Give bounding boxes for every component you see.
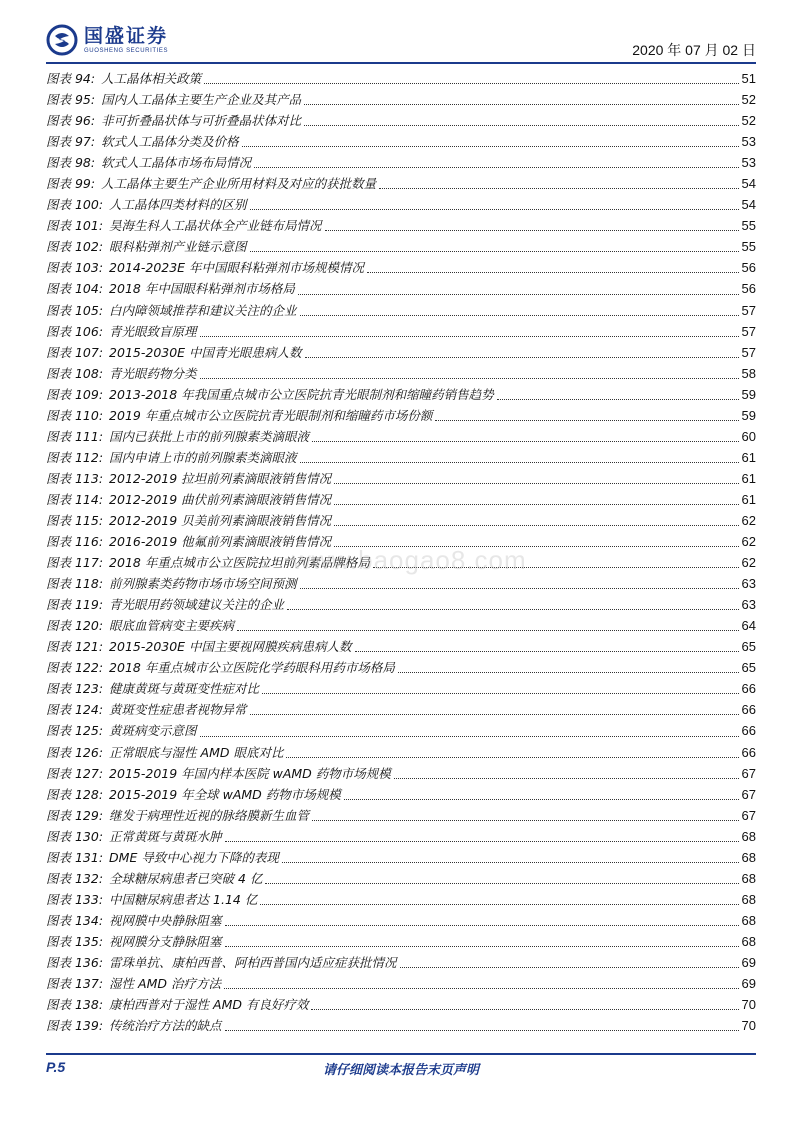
toc-entry-title: 国内申请上市的前列腺素类滴眼液 — [109, 449, 297, 465]
company-logo — [46, 24, 168, 56]
toc-entry-title: 湿性 AMD 治疗方法 — [109, 976, 221, 992]
toc-entry-page: 62 — [741, 512, 756, 528]
toc-entry-label: 图表 108: — [46, 365, 104, 381]
toc-entry-label: 图表 110: — [46, 407, 104, 423]
toc-entry-label: 图表 129: — [46, 807, 104, 823]
toc-entry-title: 健康黄斑与黄斑变性症对比 — [109, 681, 260, 697]
toc-entry[interactable] — [46, 699, 756, 720]
toc-entry-title: 2016-2019 他氟前列素滴眼液销售情况 — [109, 534, 332, 550]
toc-entry[interactable] — [46, 131, 756, 152]
toc-entry-title: 2012-2019 贝美前列素滴眼液销售情况 — [109, 512, 332, 528]
toc-entry-title: 2014-2023E 年中国眼科粘弹剂市场规模情况 — [109, 260, 365, 276]
toc-leader-dots — [355, 650, 739, 652]
toc-entry-title: 2015-2019 年全球 wAMD 药物市场规模 — [109, 786, 341, 802]
toc-entry-label: 图表 111: — [46, 428, 104, 444]
toc-entry-title: 2019 年重点城市公立医院抗青光眼制剂和缩瞳药市场份额 — [109, 407, 433, 423]
toc-entry-page: 67 — [741, 807, 756, 823]
toc-entry[interactable] — [46, 742, 756, 763]
toc-entry-label: 图表 124: — [46, 702, 104, 718]
toc-entry-title: 康柏西普对于湿性 AMD 有良好疗效 — [109, 997, 309, 1013]
toc-entry[interactable] — [46, 868, 756, 889]
toc-entry-page: 67 — [741, 786, 756, 802]
toc-entry[interactable] — [46, 657, 756, 678]
toc-entry-label: 图表 114: — [46, 491, 104, 507]
toc-entry-page: 61 — [741, 449, 756, 465]
toc-entry-title: 全球糖尿病患者已突破 4 亿 — [109, 870, 263, 886]
toc-entry-page: 60 — [741, 428, 756, 444]
toc-leader-dots — [394, 777, 739, 779]
toc-leader-dots — [225, 1029, 739, 1031]
toc-entry-label: 图表 101: — [46, 218, 104, 234]
toc-entry[interactable] — [46, 510, 756, 531]
toc-entry-label: 图表 94: — [46, 71, 96, 86]
toc-entry-label: 图表 115: — [46, 512, 104, 528]
toc-entry[interactable] — [46, 278, 756, 299]
toc-entry[interactable] — [46, 257, 756, 278]
toc-entry-title: 非可折叠晶状体与可折叠晶状体对比 — [101, 113, 302, 129]
logo-icon — [46, 24, 78, 56]
toc-entry-label: 图表 131: — [46, 849, 104, 865]
toc-entry[interactable] — [46, 110, 756, 131]
toc-entry[interactable] — [46, 152, 756, 173]
toc-leader-dots — [300, 314, 739, 316]
toc-leader-dots — [300, 587, 739, 589]
toc-entry-title: 青光眼用药领域建议关注的企业 — [109, 597, 285, 613]
toc-entry[interactable] — [46, 215, 756, 236]
toc-leader-dots — [311, 1008, 738, 1010]
toc-leader-dots — [200, 377, 739, 379]
toc-entry-page: 67 — [741, 765, 756, 781]
toc-entry-label: 图表 135: — [46, 933, 104, 949]
toc-entry-title: 雷珠单抗、康柏西普、阿柏西普国内适应症获批情况 — [109, 954, 397, 970]
toc-leader-dots — [344, 798, 739, 800]
toc-entry-label: 图表 116: — [46, 534, 104, 550]
toc-entry-title: 黄斑变性症患者视物异常 — [109, 702, 247, 718]
toc-entry-page: 55 — [741, 239, 756, 255]
toc-entry-label: 图表 117: — [46, 555, 104, 571]
toc-entry-page: 68 — [741, 912, 756, 928]
toc-entry-title: DME 导致中心视力下降的表现 — [109, 849, 279, 865]
toc-entry-label: 图表 118: — [46, 576, 104, 592]
toc-entry-title: 传统治疗方法的缺点 — [109, 1018, 222, 1034]
toc-entry-page: 61 — [741, 491, 756, 507]
toc-entry-label: 图表 136: — [46, 954, 104, 970]
toc-entry[interactable] — [46, 447, 756, 468]
toc-entry-title: 视网膜中央静脉阻塞 — [109, 912, 222, 928]
toc-leader-dots — [325, 229, 739, 231]
toc-leader-dots — [497, 398, 739, 400]
toc-entry-title: 白内障领域推荐和建议关注的企业 — [109, 302, 297, 318]
toc-entry[interactable] — [46, 531, 756, 552]
toc-entry[interactable] — [46, 405, 756, 426]
toc-entry-page: 57 — [741, 323, 756, 339]
toc-entry-title: 人工晶体四类材料的区别 — [109, 197, 247, 213]
toc-leader-dots — [265, 882, 738, 884]
toc-entry-page: 51 — [741, 71, 756, 86]
toc-entry-label: 图表 130: — [46, 828, 104, 844]
toc-entry-title: 2018 年中国眼科粘弹剂市场格局 — [109, 281, 295, 297]
toc-entry[interactable] — [46, 784, 756, 805]
toc-entry-page: 57 — [741, 344, 756, 360]
toc-entry[interactable] — [46, 300, 756, 321]
toc-entry-page: 65 — [741, 639, 756, 655]
toc-entry[interactable] — [46, 889, 756, 910]
toc-entry-label: 图表 113: — [46, 470, 104, 486]
page-footer — [46, 1059, 756, 1079]
toc-leader-dots — [200, 335, 739, 337]
toc-entry-label: 图表 119: — [46, 597, 104, 613]
toc-entry-label: 图表 128: — [46, 786, 104, 802]
toc-leader-dots — [250, 208, 739, 210]
toc-entry-page: 68 — [741, 828, 756, 844]
toc-leader-dots — [242, 145, 739, 147]
toc-entry-label: 图表 104: — [46, 281, 104, 297]
toc-entry[interactable] — [46, 321, 756, 342]
toc-entry[interactable] — [46, 573, 756, 594]
toc-entry-page: 52 — [741, 92, 756, 108]
toc-entry-page: 61 — [741, 470, 756, 486]
toc-entry-label: 图表 120: — [46, 618, 104, 634]
toc-entry-title: 人工晶体相关政策 — [101, 71, 202, 86]
toc-entry-label: 图表 132: — [46, 870, 104, 886]
toc-leader-dots — [225, 924, 739, 926]
toc-leader-dots — [282, 861, 739, 863]
toc-entry-page: 66 — [741, 702, 756, 718]
toc-entry[interactable] — [46, 468, 756, 489]
toc-leader-dots — [225, 945, 739, 947]
toc-entry[interactable] — [46, 1015, 756, 1036]
toc-leader-dots — [334, 503, 738, 505]
toc-entry-label: 图表 109: — [46, 386, 104, 402]
toc-entry-page: 59 — [741, 407, 756, 423]
page-number: P.5 — [46, 1059, 66, 1075]
toc-leader-dots — [305, 356, 739, 358]
toc-entry-page: 65 — [741, 660, 756, 676]
toc-leader-dots — [367, 271, 738, 273]
toc-leader-dots — [312, 440, 738, 442]
toc-leader-dots — [373, 566, 739, 568]
toc-entry-title: 中国糖尿病患者达 1.14 亿 — [109, 891, 258, 907]
toc-entry-label: 图表 98: — [46, 155, 96, 171]
logo-name-cn: 国盛证券 — [84, 24, 169, 47]
toc-entry-title: 正常黄斑与黄斑水肿 — [109, 828, 222, 844]
footer-divider — [46, 1053, 756, 1055]
toc-entry-label: 图表 100: — [46, 197, 104, 213]
toc-entry-title: 2018 年重点城市公立医院化学药眼科用药市场格局 — [109, 660, 395, 676]
toc-leader-dots — [286, 756, 738, 758]
toc-entry-label: 图表 137: — [46, 976, 104, 992]
toc-entry-page: 66 — [741, 681, 756, 697]
toc-entry-label: 图表 138: — [46, 997, 104, 1013]
toc-entry[interactable] — [46, 805, 756, 826]
toc-entry-label: 图表 127: — [46, 765, 104, 781]
toc-entry-page: 69 — [741, 976, 756, 992]
toc-entry-page: 56 — [741, 260, 756, 276]
toc-entry-title: 黄斑病变示意图 — [109, 723, 197, 739]
toc-entry-label: 图表 107: — [46, 344, 104, 360]
toc-entry[interactable] — [46, 826, 756, 847]
toc-entry-page: 64 — [741, 618, 756, 634]
toc-entry-page: 54 — [741, 176, 756, 192]
toc-entry-title: 2015-2019 年国内样本医院 wAMD 药物市场规模 — [109, 765, 391, 781]
toc-entry-page: 54 — [741, 197, 756, 213]
toc-leader-dots — [304, 103, 738, 105]
toc-leader-dots — [304, 124, 738, 126]
toc-entry-label: 图表 106: — [46, 323, 104, 339]
toc-entry-title: 国内人工晶体主要生产企业及其产品 — [101, 92, 302, 108]
toc-entry[interactable] — [46, 636, 756, 657]
toc-leader-dots — [224, 987, 739, 989]
toc-entry[interactable] — [46, 173, 756, 194]
toc-entry-page: 52 — [741, 113, 756, 129]
toc-entry-title: 继发于病理性近视的脉络膜新生血管 — [109, 807, 310, 823]
toc-entry[interactable] — [46, 426, 756, 447]
toc-entry[interactable] — [46, 489, 756, 510]
toc-entry-title: 青光眼药物分类 — [109, 365, 197, 381]
toc-entry-page: 68 — [741, 870, 756, 886]
toc-leader-dots — [300, 461, 739, 463]
toc-entry-page: 63 — [741, 597, 756, 613]
toc-entry-title: 2012-2019 拉坦前列素滴眼液销售情况 — [109, 470, 332, 486]
toc-entry-title: 人工晶体主要生产企业所用材料及对应的获批数量 — [101, 176, 377, 192]
toc-entry[interactable] — [46, 763, 756, 784]
toc-entry-label: 图表 125: — [46, 723, 104, 739]
toc-leader-dots — [334, 482, 738, 484]
toc-entry[interactable] — [46, 194, 756, 215]
toc-entry[interactable] — [46, 68, 756, 89]
toc-entry[interactable] — [46, 594, 756, 615]
toc-entry-page: 68 — [741, 891, 756, 907]
toc-entry-page: 56 — [741, 281, 756, 297]
toc-leader-dots — [435, 419, 738, 421]
figure-list — [46, 68, 756, 1036]
toc-entry-title: 正常眼底与湿性 AMD 眼底对比 — [109, 744, 284, 760]
toc-entry-title: 软式人工晶体市场布局情况 — [101, 155, 252, 171]
toc-entry-label: 图表 105: — [46, 302, 104, 318]
toc-entry-label: 图表 97: — [46, 134, 96, 150]
toc-leader-dots — [262, 692, 738, 694]
toc-entry-title: 视网膜分支静脉阻塞 — [109, 933, 222, 949]
toc-leader-dots — [237, 629, 738, 631]
toc-entry[interactable] — [46, 847, 756, 868]
toc-entry[interactable] — [46, 678, 756, 699]
toc-entry[interactable] — [46, 952, 756, 973]
watermark: www.baogao8.com — [292, 545, 527, 575]
toc-entry[interactable] — [46, 342, 756, 363]
toc-leader-dots — [379, 187, 738, 189]
toc-entry-label: 图表 103: — [46, 260, 104, 276]
toc-entry-page: 69 — [741, 954, 756, 970]
toc-leader-dots — [287, 608, 738, 610]
toc-entry-page: 68 — [741, 933, 756, 949]
toc-entry-title: 眼科粘弹剂产业链示意图 — [109, 239, 247, 255]
toc-leader-dots — [204, 82, 738, 84]
toc-entry[interactable] — [46, 973, 756, 994]
toc-leader-dots — [312, 819, 738, 821]
toc-entry-label: 图表 121: — [46, 639, 104, 655]
toc-entry-title: 2018 年重点城市公立医院拉坦前列素品牌格局 — [109, 555, 370, 571]
toc-entry[interactable] — [46, 931, 756, 952]
toc-entry-label: 图表 139: — [46, 1018, 104, 1034]
toc-entry[interactable] — [46, 994, 756, 1015]
toc-leader-dots — [334, 524, 738, 526]
toc-entry-title: 2015-2030E 中国主要视网膜疾病患病人数 — [109, 639, 352, 655]
toc-entry-title: 昊海生科人工晶状体全产业链布局情况 — [109, 218, 322, 234]
toc-leader-dots — [250, 713, 739, 715]
page-header — [46, 18, 756, 62]
toc-entry[interactable] — [46, 236, 756, 257]
toc-entry-label: 图表 133: — [46, 891, 104, 907]
toc-entry-page: 70 — [741, 997, 756, 1013]
toc-entry-title: 2012-2019 曲伏前列素滴眼液销售情况 — [109, 491, 332, 507]
toc-entry-label: 图表 96: — [46, 113, 96, 129]
toc-entry[interactable] — [46, 615, 756, 636]
toc-entry-title: 眼底血管病变主要疾病 — [109, 618, 235, 634]
toc-entry-page: 57 — [741, 302, 756, 318]
report-date: 2020 年 07 月 02 日 — [632, 42, 756, 58]
toc-entry-page: 66 — [741, 723, 756, 739]
toc-entry-page: 53 — [741, 155, 756, 171]
toc-entry-page: 70 — [741, 1018, 756, 1034]
toc-entry-label: 图表 112: — [46, 449, 104, 465]
toc-entry[interactable] — [46, 720, 756, 741]
toc-leader-dots — [400, 966, 739, 968]
toc-leader-dots — [254, 166, 738, 168]
toc-leader-dots — [225, 840, 739, 842]
toc-entry-page: 63 — [741, 576, 756, 592]
toc-entry-label: 图表 123: — [46, 681, 104, 697]
toc-entry-label: 图表 134: — [46, 912, 104, 928]
toc-leader-dots — [298, 293, 739, 295]
toc-leader-dots — [334, 545, 738, 547]
toc-entry-page: 62 — [741, 555, 756, 571]
toc-entry[interactable] — [46, 89, 756, 110]
toc-entry[interactable] — [46, 910, 756, 931]
toc-entry-label: 图表 95: — [46, 92, 96, 108]
toc-entry[interactable] — [46, 384, 756, 405]
toc-entry-page: 66 — [741, 744, 756, 760]
toc-entry-title: 2015-2030E 中国青光眼患病人数 — [109, 344, 302, 360]
toc-entry-page: 58 — [741, 365, 756, 381]
toc-entry-title: 2013-2018 年我国重点城市公立医院抗青光眼制剂和缩瞳药销售趋势 — [109, 386, 494, 402]
toc-entry[interactable] — [46, 552, 756, 573]
logo-name-en: GUOSHENG SECURITIES — [84, 47, 169, 54]
toc-leader-dots — [260, 903, 738, 905]
toc-entry-title: 青光眼致盲原理 — [109, 323, 197, 339]
toc-entry[interactable] — [46, 363, 756, 384]
toc-entry-page: 62 — [741, 534, 756, 550]
toc-entry-title: 国内已获批上市的前列腺素类滴眼液 — [109, 428, 310, 444]
toc-leader-dots — [250, 250, 739, 252]
toc-entry-label: 图表 122: — [46, 660, 104, 676]
toc-entry-label: 图表 99: — [46, 176, 96, 192]
header-divider — [46, 62, 756, 64]
toc-entry-title: 前列腺素类药物市场市场空间预测 — [109, 576, 297, 592]
toc-leader-dots — [200, 735, 739, 737]
toc-entry-page: 55 — [741, 218, 756, 234]
toc-entry-label: 图表 126: — [46, 744, 104, 760]
toc-entry-page: 59 — [741, 386, 756, 402]
toc-entry-label: 图表 102: — [46, 239, 104, 255]
footer-disclaimer: 请仔细阅读本报告末页声明 — [322, 1063, 479, 1078]
toc-entry-page: 68 — [741, 849, 756, 865]
toc-entry-page: 53 — [741, 134, 756, 150]
toc-leader-dots — [398, 671, 739, 673]
toc-entry-title: 软式人工晶体分类及价格 — [101, 134, 239, 150]
